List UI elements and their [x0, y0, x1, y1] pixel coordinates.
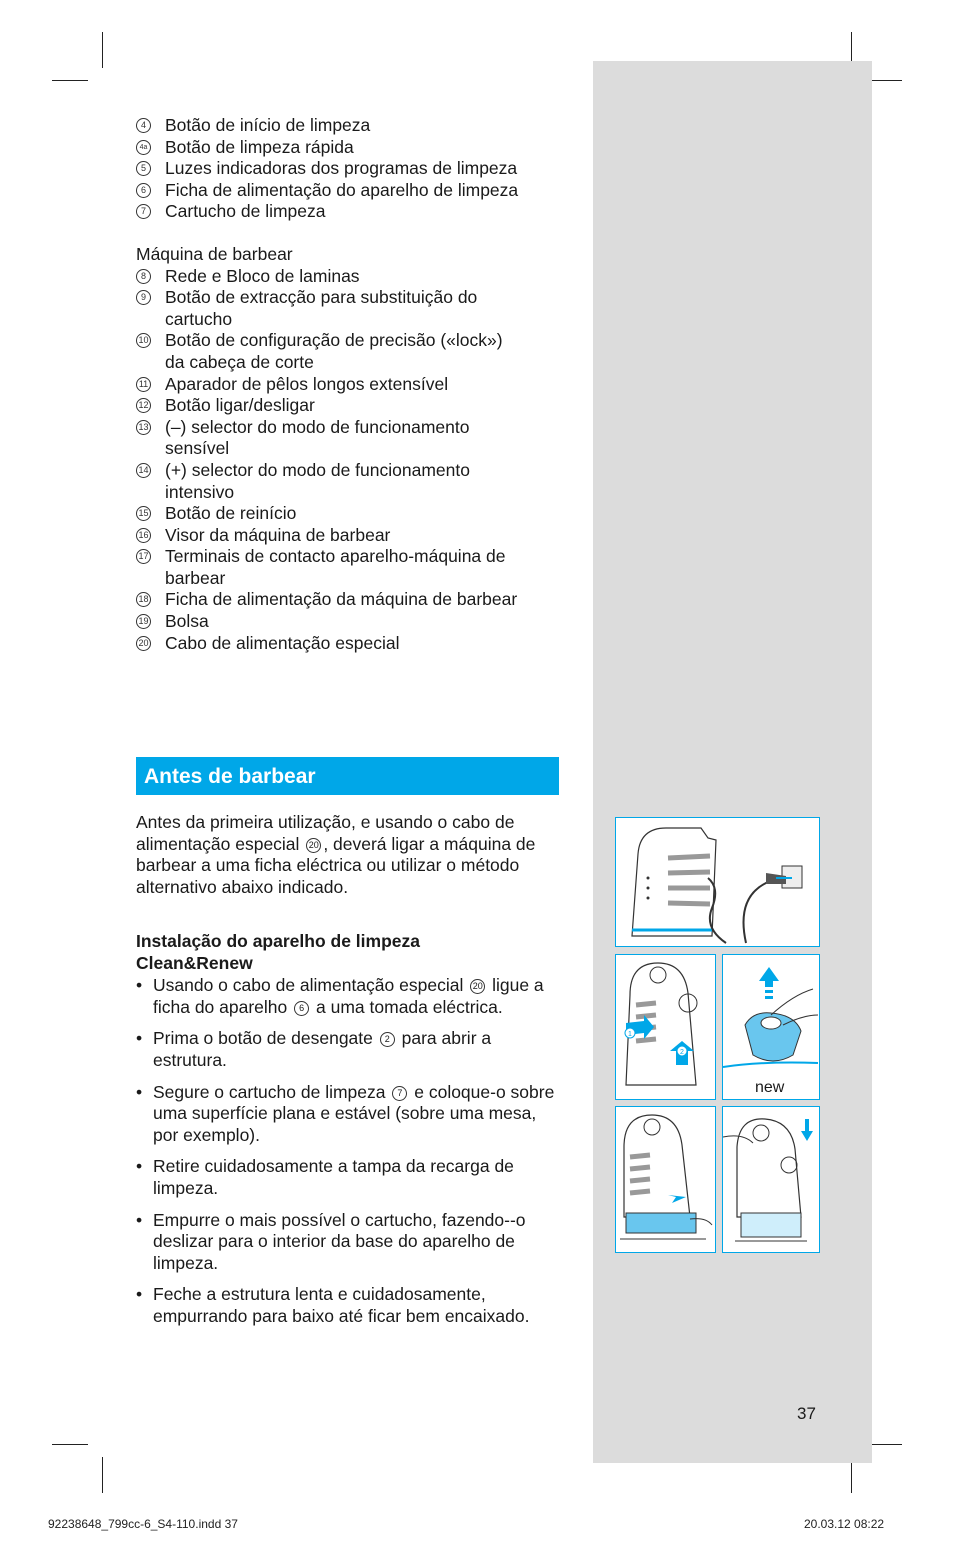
install-heading: Instalação do aparelho de limpeza Clean&Renew [136, 931, 420, 973]
list-item: 14 (+) selector do modo de funcionamento intensivo [136, 460, 566, 503]
new-label: new [755, 1079, 785, 1096]
list-item: 7 Cartucho de limpeza [136, 201, 566, 223]
list-item: 8 Rede e Bloco de laminas [136, 266, 566, 288]
figure-open-housing [615, 954, 716, 1100]
figure-new-cartridge [722, 954, 820, 1100]
shaver-parts-list [136, 266, 566, 655]
figure-insert-cartridge [615, 1106, 716, 1253]
crop-mark [52, 80, 88, 81]
bullet-item: • Empurre o mais possível o cartucho, fazendo--o deslizar para o interior da base do aparelho de limpeza. [136, 1209, 526, 1273]
bullet-item: • Segure o cartucho de limpeza 7 e coloque-o sobre uma superfície plana e estável (sobre uma mesa, por exemplo). [136, 1081, 555, 1145]
list-item: 9 Botão de extracção para substituição do cartucho [136, 287, 566, 330]
step-2-label: 2 [680, 1049, 684, 1056]
list-item: 6 Ficha de alimentação do aparelho de limpeza [136, 180, 566, 202]
figure-plug-in [615, 817, 820, 947]
list-item: 16 Visor da máquina de barbear [136, 525, 566, 547]
section-title: Antes de barbear [136, 757, 559, 795]
crop-mark [102, 1457, 103, 1493]
parts-list [136, 115, 566, 654]
list-item: 12 Botão ligar/desligar [136, 395, 566, 417]
list-item: 13 (–) selector do modo de funcionamento sensível [136, 417, 566, 460]
install-section [136, 931, 566, 1338]
step-1-label: 1 [628, 1031, 632, 1038]
list-item: 15 Botão de reinício [136, 503, 566, 525]
list-item: 11 Aparador de pêlos longos extensível [136, 374, 566, 396]
list-item: 10 Botão de configuração de precisão («lock») da cabeça de corte [136, 330, 566, 373]
ref-number: 7 [392, 1086, 407, 1101]
list-item: 4a Botão de limpeza rápida [136, 137, 566, 159]
bullet-item: • Retire cuidadosamente a tampa da recarga de limpeza. [136, 1156, 514, 1198]
page-number: 37 [797, 1404, 816, 1423]
shaver-heading: Máquina de barbear [136, 243, 293, 264]
crop-mark [102, 32, 103, 68]
bullet-item: • Feche a estrutura lenta e cuidadosamente, empurrando para baixo até ficar bem encaixado. [136, 1284, 530, 1326]
ref-number: 2 [380, 1032, 395, 1047]
ref-number: 20 [470, 979, 485, 994]
list-item: 5 Luzes indicadoras dos programas de limpeza [136, 158, 566, 180]
list-item: 4 Botão de início de limpeza [136, 115, 566, 137]
ref-number: 6 [294, 1001, 309, 1016]
footer-file: 92238648_799cc-6_S4-110.indd 37 [48, 1517, 238, 1531]
bullet-item: • Prima o botão de desengate 2 para abrir a estrutura. [136, 1028, 492, 1070]
crop-mark [52, 1444, 88, 1445]
list-item: 18 Ficha de alimentação da máquina de barbear [136, 589, 566, 611]
footer-date: 20.03.12 08:22 [804, 1517, 885, 1531]
list-item: 19 Bolsa [136, 611, 566, 633]
bullet-list [136, 975, 566, 1327]
figure-close-housing [722, 1106, 820, 1253]
ref-number: 20 [306, 838, 321, 853]
bullet-item: • Usando o cabo de alimentação especial 20 ligue a ficha do aparelho 6 a uma tomada eléctrica. [136, 975, 544, 1017]
list-item: 20 Cabo de alimentação especial [136, 633, 566, 655]
intro-paragraph: Antes da primeira utilização, e usando o cabo de alimentação especial 20 , deverá ligar a máquina de barbear a uma ficha eléctrica ou utilizar o método alternativo abaixo indicado. [136, 812, 536, 897]
list-item: 17 Terminais de contacto aparelho-máquina de barbear [136, 546, 566, 589]
